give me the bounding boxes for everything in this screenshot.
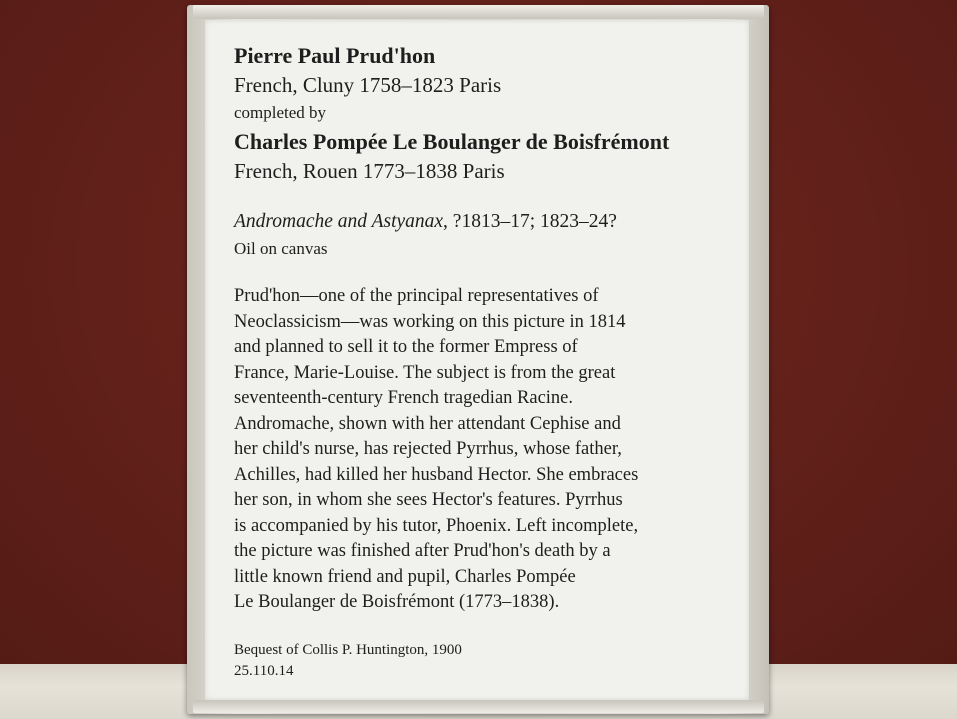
description-line: her son, in whom she sees Hector's features. Pyrrhus xyxy=(234,490,623,510)
description-line: little known friend and pupil, Charles Pompée xyxy=(234,566,576,587)
artwork-medium: Oil on canvas xyxy=(234,239,328,258)
description xyxy=(234,284,739,616)
description-line: and planned to sell it to the former Empress of xyxy=(234,337,578,357)
artwork-title-line xyxy=(234,208,739,236)
second-artist-name: Charles Pompée Le Boulanger de Boisfrémont xyxy=(234,129,670,154)
completed-by-note: completed by xyxy=(234,103,327,122)
credit-block xyxy=(234,640,462,682)
description-line: France, Marie-Louise. The subject is from the great xyxy=(234,362,616,383)
museum-label xyxy=(234,40,739,616)
description-line: her child's nurse, has rejected Pyrrhus, whose father, xyxy=(234,439,622,459)
frame-bottom-rail xyxy=(193,700,764,713)
artist-info: French, Cluny 1758–1823 Paris xyxy=(234,73,502,97)
description-line: Neoclassicism—was working on this picture in 1814 xyxy=(234,311,626,332)
artist-name: Pierre Paul Prud'hon xyxy=(234,43,436,68)
description-line: the picture was finished after Prud'hon's death by a xyxy=(234,541,611,561)
accession-number: 25.110.14 xyxy=(234,663,294,679)
description-line: is accompanied by his tutor, Phoenix. Left incomplete, xyxy=(234,515,639,536)
frame-top-rail xyxy=(193,5,764,19)
description-line: Andromache, shown with her attendant Cephise and xyxy=(234,413,621,434)
description-line: Le Boulanger de Boisfrémont (1773–1838). xyxy=(234,592,560,612)
description-line: Prud'hon—one of the principal representatives of xyxy=(234,286,599,306)
artwork-date: , ?1813–17; 1823–24? xyxy=(443,211,617,232)
description-line: seventeenth-century French tragedian Racine. xyxy=(234,388,574,408)
credit-line: Bequest of Collis P. Huntington, 1900 xyxy=(234,642,462,658)
artwork-title: Andromache and Astyanax xyxy=(234,211,444,232)
description-line: Achilles, had killed her husband Hector. She embraces xyxy=(234,464,639,485)
second-artist-info: French, Rouen 1773–1838 Paris xyxy=(234,159,505,183)
